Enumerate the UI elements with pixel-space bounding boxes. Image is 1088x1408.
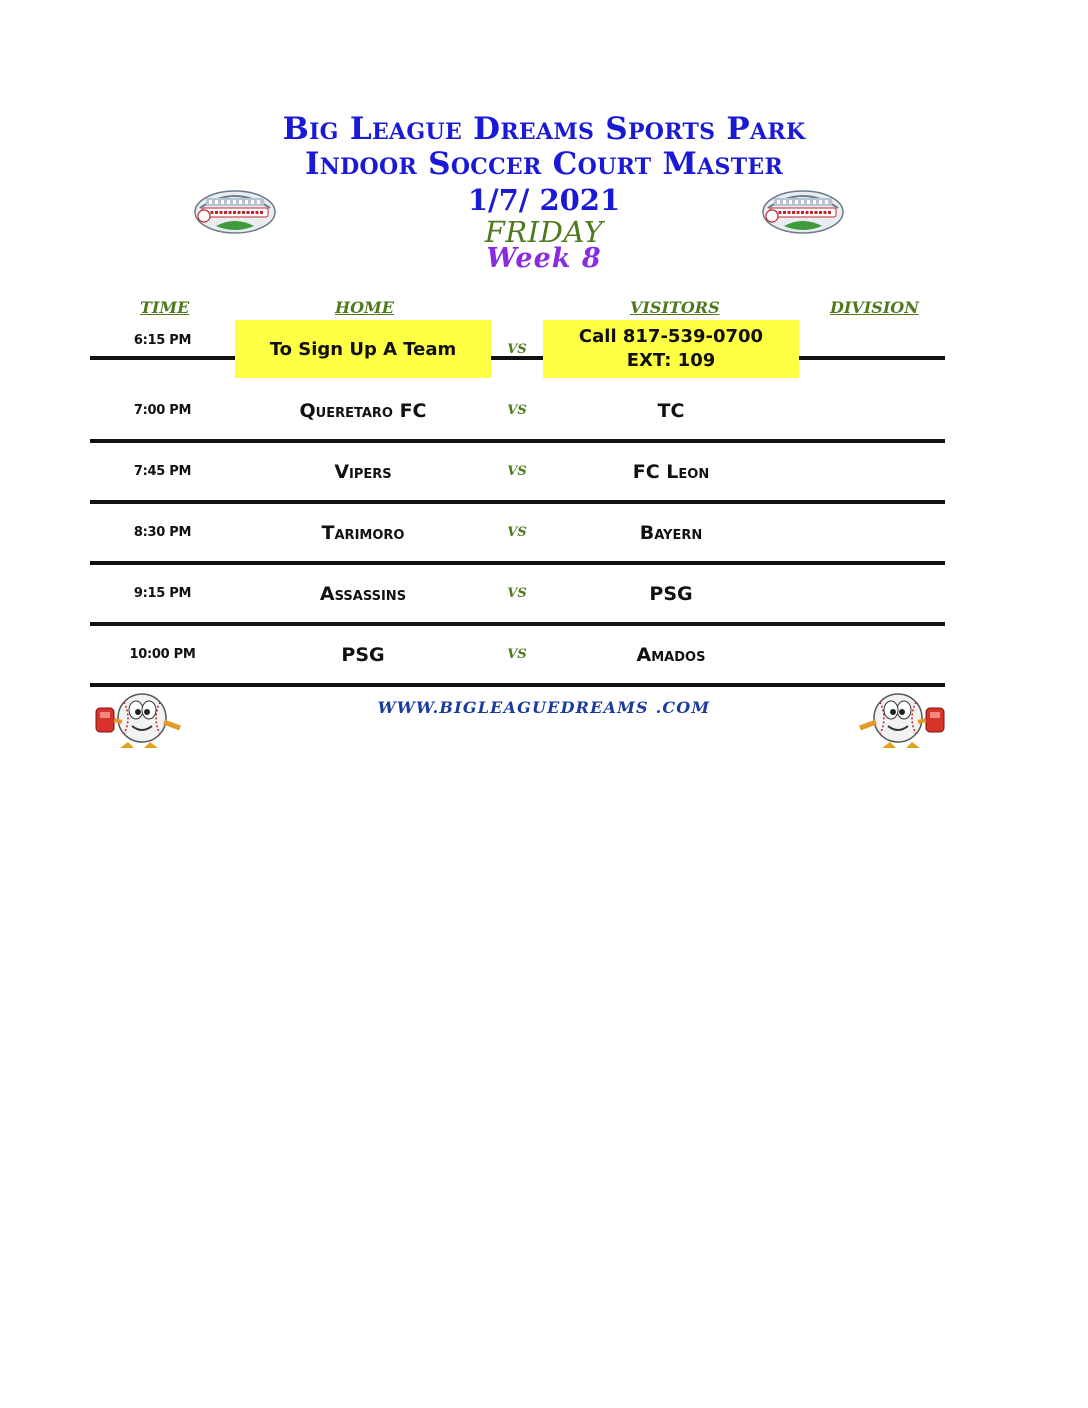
game-vs: VS [507,403,527,418]
schedule-week: Week 8 [486,243,602,274]
baseball-mascot-icon [92,688,188,752]
game-vs: VS [507,464,527,479]
game-home: To Sign Up A Team [235,320,491,378]
column-header-visitors: VISITORS [630,298,720,317]
column-header-home: HOME [335,298,394,317]
game-time: 6:15 PM [133,332,192,348]
game-division [799,565,945,622]
game-visitors: FC Leon [632,460,710,483]
baseball-mascot-icon [852,688,948,752]
game-division [799,504,945,561]
game-time: 10:00 PM [129,647,196,662]
table-row [90,504,945,565]
game-home: Assassins [319,582,407,605]
game-visitors: TC [657,399,685,422]
game-division [799,382,945,439]
game-home: PSG [341,643,385,666]
table-row [90,298,945,371]
game-visitors: Amados [636,643,706,666]
game-visitors: Call 817-539-0700 EXT: 109 [543,320,799,378]
game-vs: VS [507,525,527,540]
game-division [799,320,945,378]
game-vs: VS [507,647,527,662]
game-vs: VS [507,586,527,601]
page-title: Big League Dreams Sports Park [282,111,806,147]
table-row [90,626,945,687]
game-time: 9:15 PM [133,586,192,601]
game-visitors: PSG [649,582,693,605]
game-time: 8:30 PM [133,525,192,540]
page-header [0,112,1088,273]
schedule-day: FRIDAY [484,215,604,249]
schedule-date: 1/7/ 2021 [467,183,621,217]
table-row [90,565,945,626]
game-vs: VS [507,341,527,357]
game-home: Vipers [334,460,392,483]
game-visitors: Bayern [639,521,703,544]
table-row [90,382,945,443]
stadium-logo-left [192,186,278,236]
game-time: 7:00 PM [133,403,192,418]
column-header-division: DIVISION [830,298,919,317]
website-link[interactable]: WWW.BIGLEAGUEDREAMS .COM [377,698,711,717]
game-home: Tarimoro [321,521,405,544]
game-time: 7:45 PM [133,464,192,479]
table-row [90,443,945,504]
game-division [799,626,945,683]
page-subtitle: Indoor Soccer Court Master [304,146,784,182]
game-division [799,443,945,500]
game-home: Queretaro FC [299,399,427,422]
schedule-table [90,298,945,687]
column-header-time: TIME [140,298,190,317]
stadium-logo-right [760,186,846,236]
